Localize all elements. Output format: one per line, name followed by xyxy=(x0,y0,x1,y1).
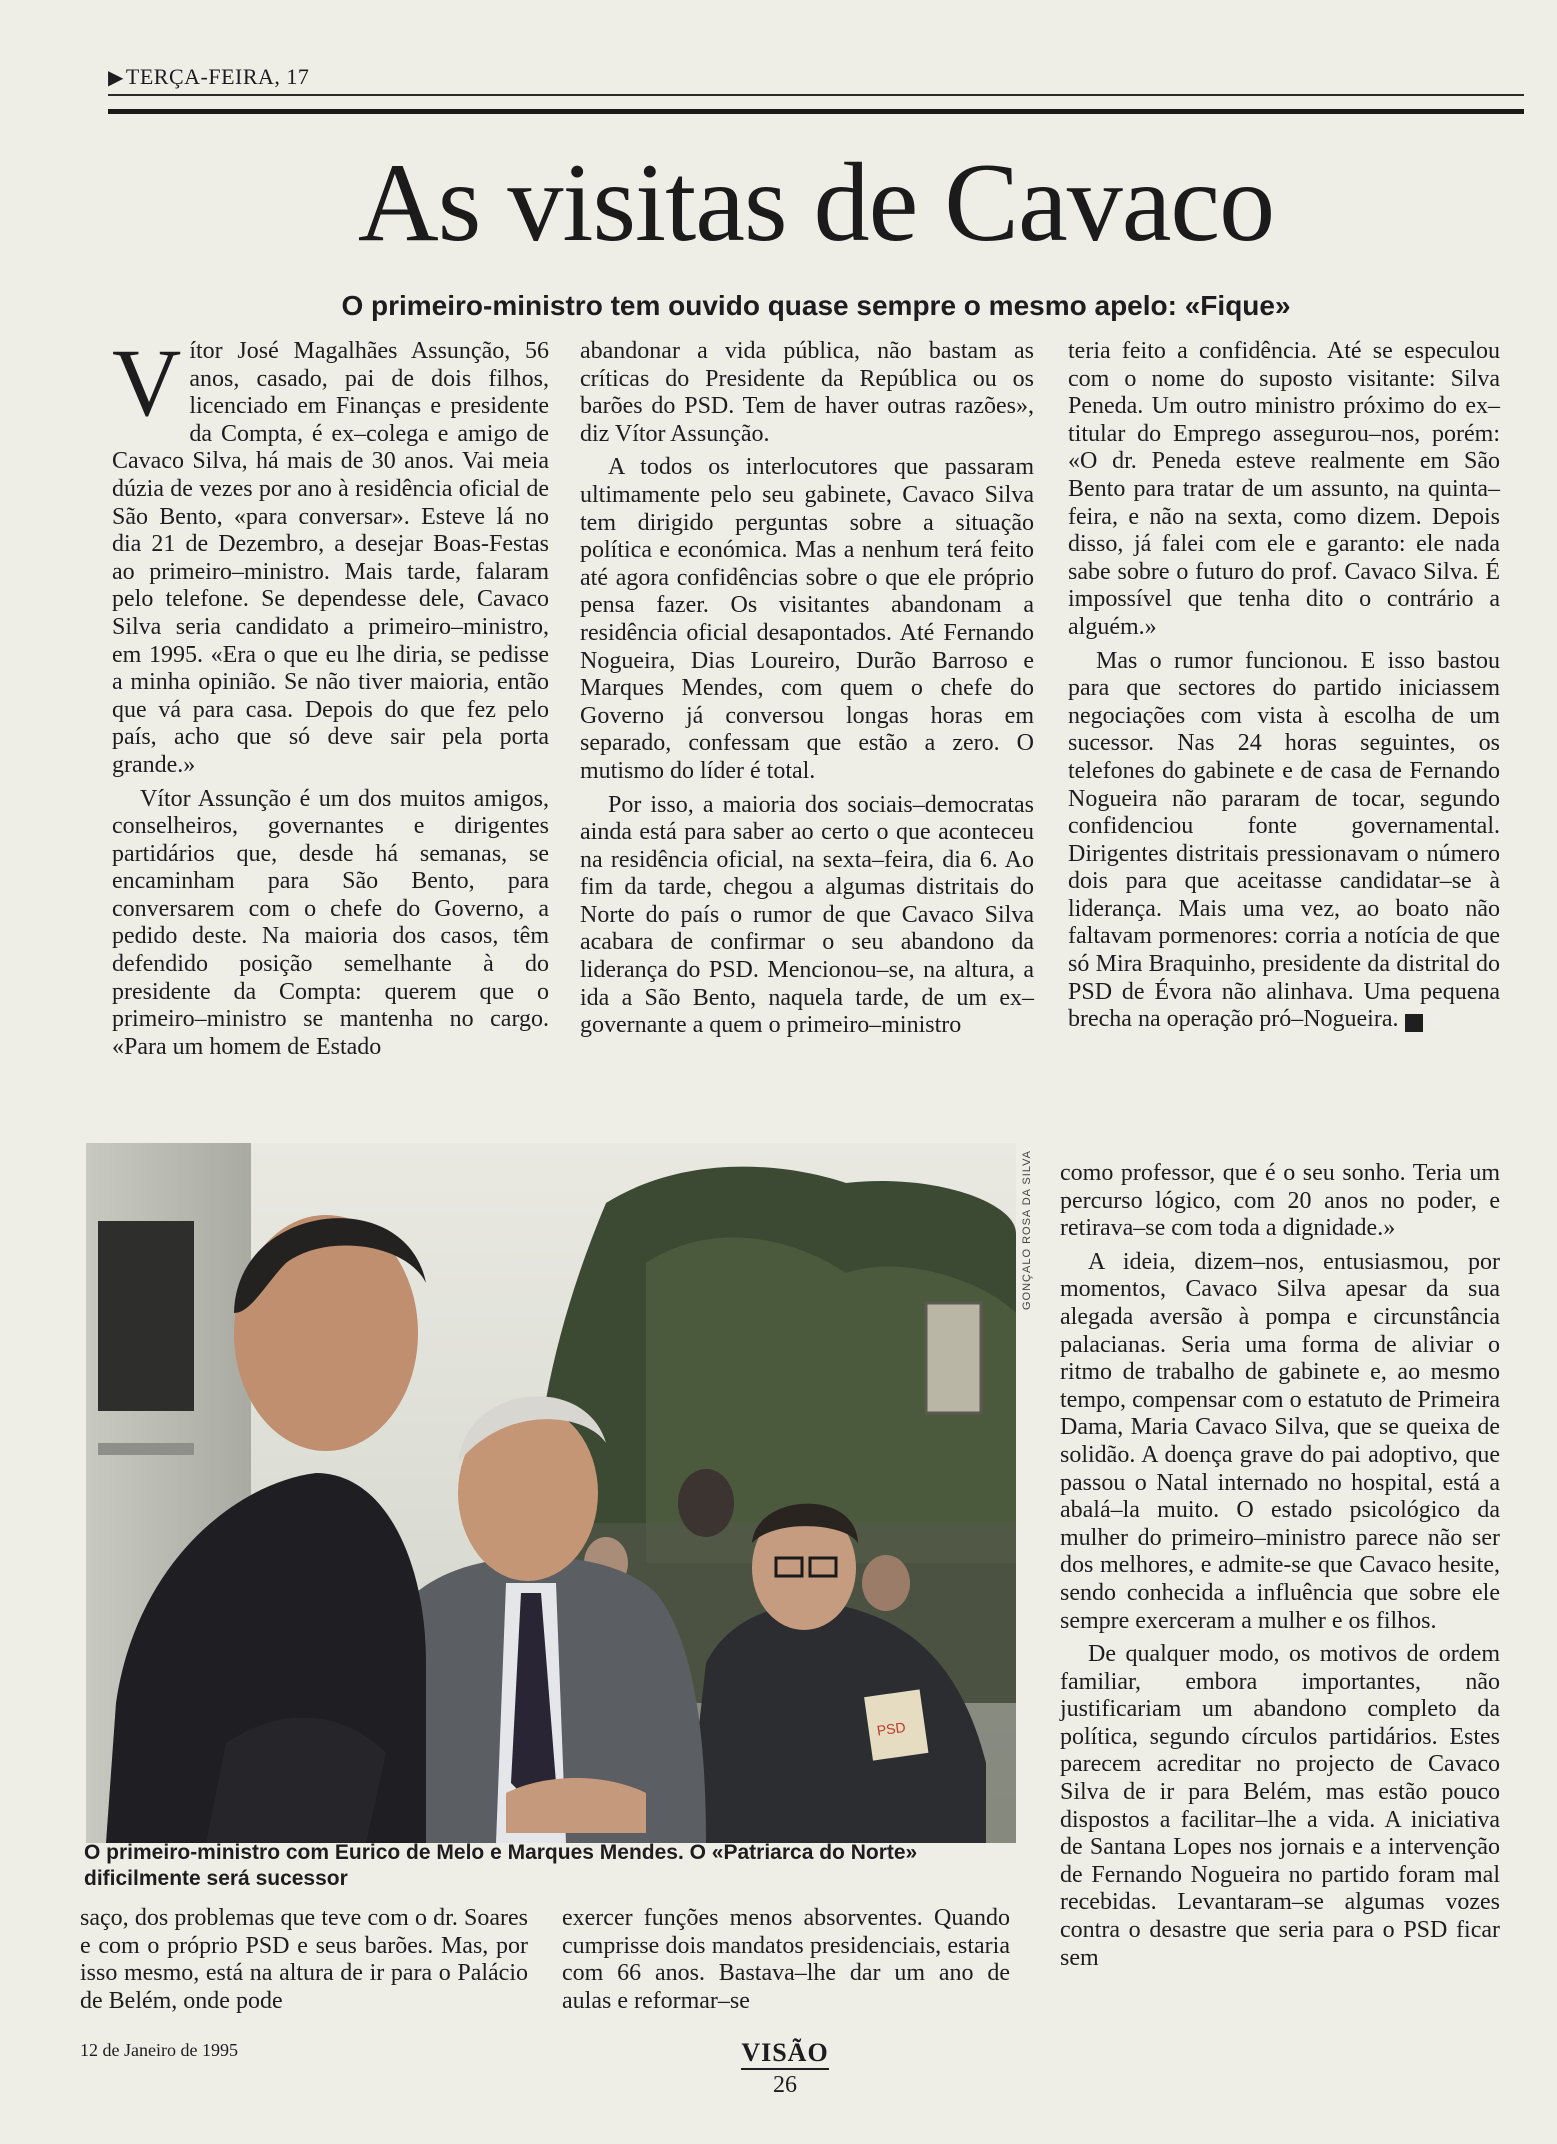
paragraph-text: ítor José Magalhães Assunção, 56 anos, casado, pai de dois filhos, licenciado em Finanças e presidente da Compta, é ex–colega e amigo de Cavaco Silva, há mais de 30 anos. Vai meia dúzia de vezes por ano à residência oficial de São Bento, «para conversar». Esteve lá no dia 21 de Dezembro, a desejar Boas-Festas ao primeiro–ministro. Mais tarde, falaram pelo telefone. Se dependesse dele, Cavaco Silva seria candidato a primeiro–ministro, em 1995. «Era o que eu lhe diria, se pedisse a minha opinião. Se não tiver maioria, então que vá para casa. Depois do que fez pelo país, acho que só deve sair pela porta grande.» xyxy=(112,338,549,778)
hands xyxy=(506,1778,646,1833)
subtitle: O primeiro-ministro tem ouvido quase sempre o mesmo apelo: «Fique» xyxy=(341,290,1291,321)
paragraph: A ideia, dizem–nos, entusiasmou, por momentos, Cavaco Silva apesar da sua alegada aversão à pompa e circunstância palacianas. Seria uma forma de aliviar o ritmo de trabalho de gabinete e, ao mesmo tempo, compensar com o estatuto de Primeira Dama, Maria Cavaco Silva, que se queixa de solidão. A doença grave do pai adoptivo, que passou o Natal internado no hospital, está a abalá–la muito. O estado psicológico da mulher do primeiro–ministro parece não ser dos melhores, e admite-se que Cavaco hesite, sendo conhecida a influência que sobre ele sempre exerceram a mulher e os filhos. xyxy=(1060,1248,1500,1634)
article-column-3 xyxy=(1068,338,1500,1108)
photo-credit: GONÇALO ROSA DA SILVA xyxy=(1021,1150,1033,1310)
end-of-article-icon: V xyxy=(1405,1014,1423,1032)
article-column-1 xyxy=(112,329,549,1098)
article-column-2 xyxy=(580,338,1034,1108)
bystander-head xyxy=(862,1555,910,1611)
article-column-6 xyxy=(562,1905,1010,2035)
paragraph xyxy=(112,329,549,780)
paragraph: teria feito a confidência. Até se especulou com o nome do suposto visitante: Silva Peneda. Um outro ministro próximo do ex–titular do Emprego assegurou–nos, porém: «O dr. Peneda esteve realmente em São Bento para tratar de um assunto, na quinta–feira, e não na sexta, como dizem. Depois disso, já falei com ele e garanto: ele nada sabe sobre o futuro do prof. Cavaco Silva. É impossível que tenha dito o contrário a alguém.» xyxy=(1068,338,1500,640)
headline: As visitas de Cavaco xyxy=(357,141,1275,265)
play-arrow-icon: ▶ xyxy=(108,67,124,89)
paragraph-text: Mas o rumor funcionou. E isso bastou para que sectores do partido iniciassem negociações com vista à escolha de um sucessor. Nas 24 horas seguintes, os telefones do gabinete e de casa de Fernando Nogueira não pararam de tocar, segundo confidenciou fonte governamental. Dirigentes distritais pressionavam o número dois para que aceitasse candidatar–se à liderança. Mais uma vez, ao boato não faltavam pormenores: corria a notícia de que só Mira Braquinho, presidente da distrital do PSD de Évora não alinhava. Uma pequena brecha na operação pró–Nogueira. xyxy=(1068,647,1500,1033)
running-head-text xyxy=(108,64,309,90)
paragraph: De qualquer modo, os motivos de ordem familiar, embora importantes, não justificariam um abandono completo da política, segundo círculos partidários. Estes parecem acreditar no projecto de Cavaco Silva de ir para Belém, mas estão pouco dispostos a facilitar–lhe a vida. A iniciativa de Santana Lopes nos jornais e a intervenção de Fernando Nogueira no partido foram mal recebidas. Levantaram–se algumas vozes contra o desastre que seria para o PSD ficar sem xyxy=(1060,1641,1500,1971)
article-column-4 xyxy=(1060,1160,1500,2040)
running-head xyxy=(108,64,1524,96)
paragraph: Vítor Assunção é um dos muitos amigos, conselheiros, governantes e dirigentes partidários que, desde há semanas, se encaminham para São Bento, para conversarem com o chefe do Governo, a pedido deste. Na maioria dos casos, têm defendido posição semelhante à do presidente da Compta: querem que o primeiro–ministro se mantenha no cargo. «Para um homem de Estado xyxy=(112,785,549,1060)
window xyxy=(98,1221,194,1411)
lantern xyxy=(926,1303,981,1413)
paragraph: A todos os interlocutores que passaram ultimamente pelo seu gabinete, Cavaco Silva tem dirigido perguntas sobre a situação política e económica. Mas a nenhum terá feito até agora confidências sobre o que ele próprio pensa fazer. Os visitantes abandonam a residência oficial desapontados. Até Fernando Nogueira, Dias Loureiro, Durão Barroso e Marques Mendes, com quem o chefe do Governo já conversou longas horas em separado, confessam que estão a zero. O mutismo do líder é total. xyxy=(580,454,1034,784)
running-head-label: TERÇA-FEIRA, 17 xyxy=(125,64,310,89)
paragraph: saço, dos problemas que teve com o dr. Soares e com o próprio PSD e seus barões. Mas, por isso mesmo, está na altura de ir para o Palácio de Belém, onde pode xyxy=(80,1905,528,2014)
ledge xyxy=(98,1443,194,1455)
paragraph: abandonar a vida pública, não bastam as críticas do Presidente da República ou os barões do PSD. Tem de haver outras razões», diz Vítor Assunção. xyxy=(580,338,1034,447)
drop-cap: V xyxy=(112,329,182,436)
magazine-name: VISÃO xyxy=(741,2038,828,2070)
article-photo xyxy=(86,1143,1016,1843)
header-rule xyxy=(108,109,1524,114)
paragraph: como professor, que é o seu sonho. Teria um percurso lógico, com 20 anos no poder, e retirava–se com toda a dignidade.» xyxy=(1060,1160,1500,1242)
paragraph xyxy=(1068,648,1500,1034)
paragraph: exercer funções menos absorventes. Quando cumprisse dois mandatos presidenciais, estaria com 66 anos. Bastava–lhe dar um ano de aulas e reformar–se xyxy=(562,1905,1010,2014)
issue-date: 12 de Janeiro de 1995 xyxy=(80,2040,238,2060)
article-column-5 xyxy=(80,1905,528,2035)
bystander-head xyxy=(678,1469,734,1537)
photo-illustration xyxy=(86,1143,1016,1843)
badge-text: PSD xyxy=(875,1718,907,1739)
page-number: 26 xyxy=(773,2072,797,2098)
paragraph: Por isso, a maioria dos sociais–democratas ainda está para saber ao certo o que aconteceu na residência oficial, na sexta–feira, dia 6. Ao fim da tarde, chegou a algumas distritais do Norte do país o rumor de que Cavaco Silva acabara de confirmar o seu abandono da liderança do PSD. Mencionou–se, na altura, a ida a São Bento, naquela tarde, de um ex–governante a quem o primeiro–ministro xyxy=(580,791,1034,1039)
footer-masthead xyxy=(730,2038,840,2099)
photo-caption: O primeiro-ministro com Eurico de Melo e Marques Mendes. O «Patriarca do Norte» dificilmente será sucessor xyxy=(84,1841,918,1890)
